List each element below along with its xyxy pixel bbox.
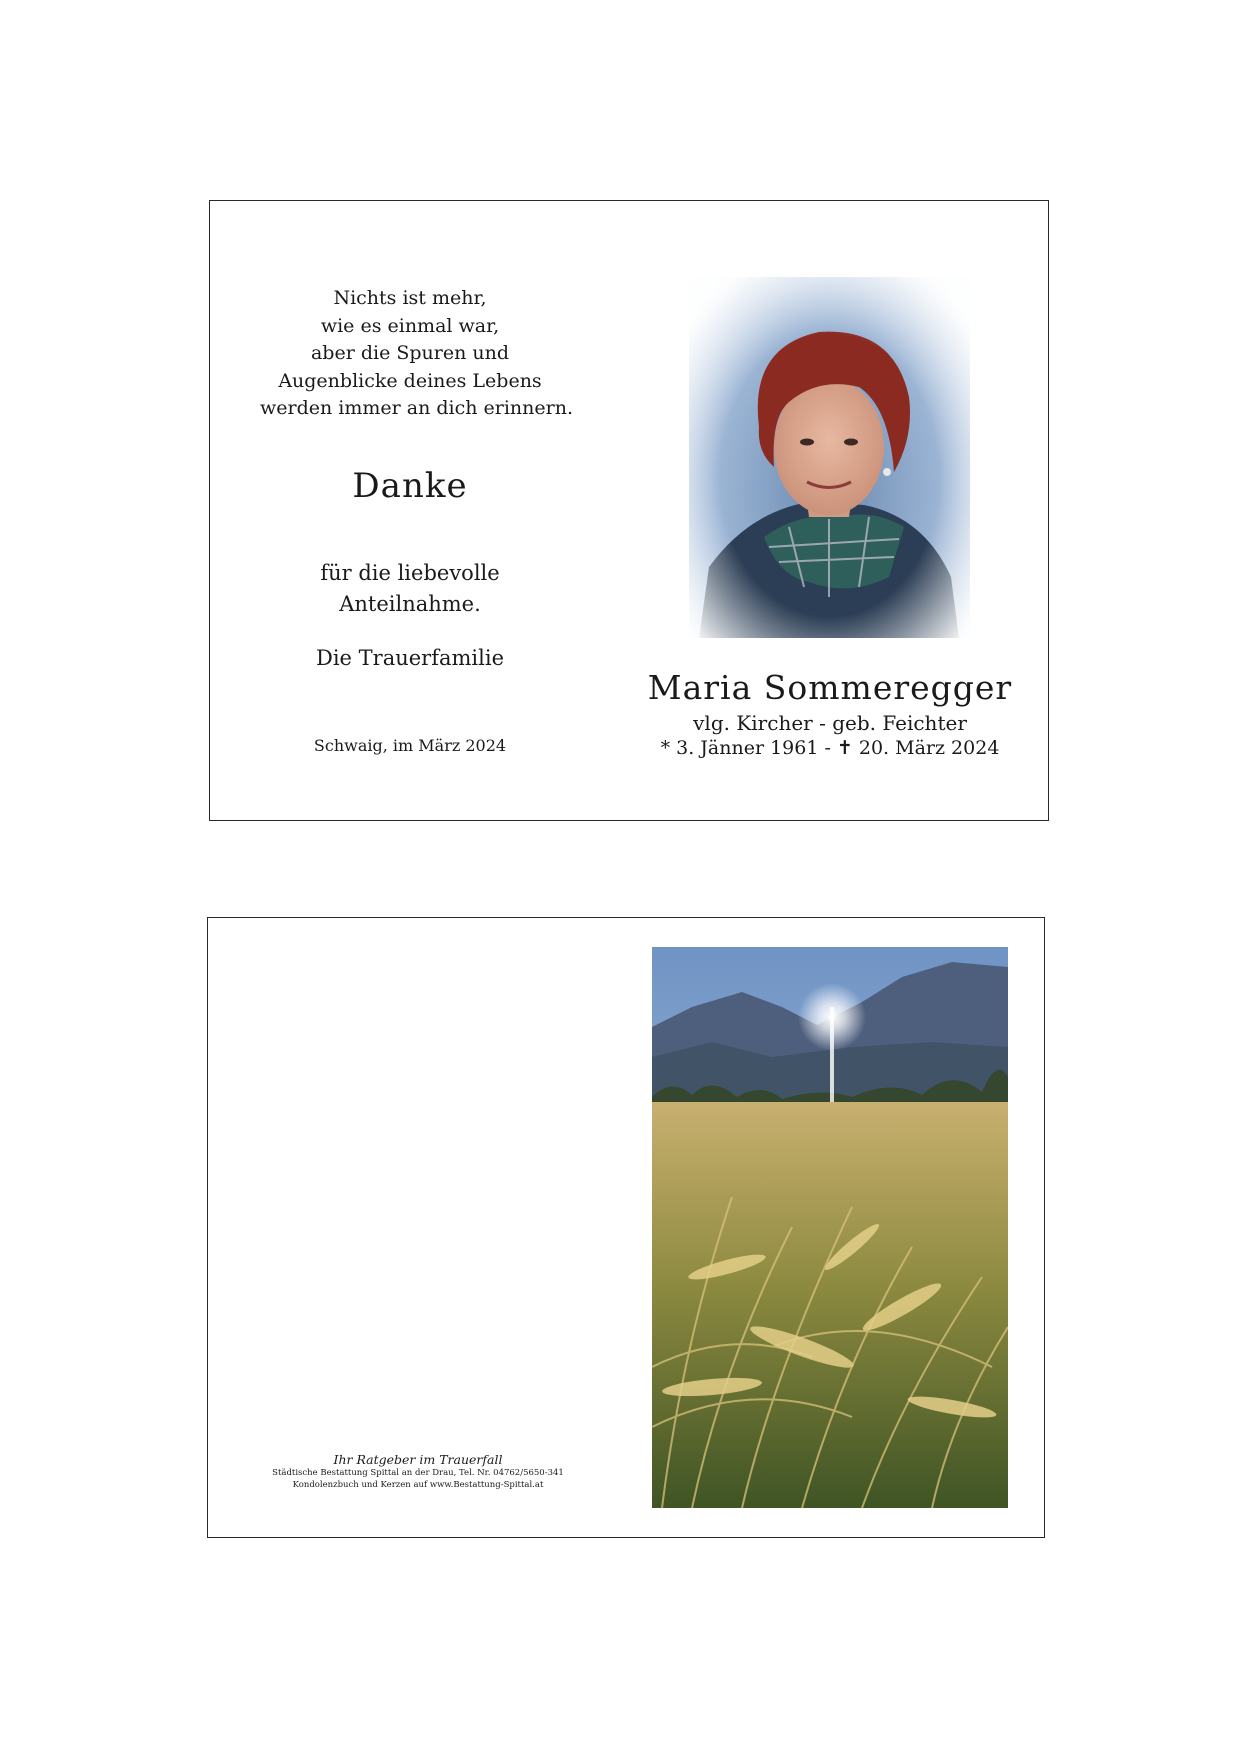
portrait-photo [689, 277, 970, 638]
verse-line: aber die Spuren und [310, 342, 510, 364]
verse-line: wie es einmal war, [320, 314, 500, 337]
wheat-field-photo [652, 947, 1008, 1508]
imprint-line: Städtische Bestattung Spittal an der Drau, Tel. Nr. 04762/5650-341 [272, 1468, 564, 1478]
verse-line: werden immer an dich erinnern. [260, 397, 573, 419]
verse-line: Nichts ist mehr, [333, 287, 487, 309]
imprint-line: Kondolenzbuch und Kerzen auf www.Bestattung-Spittal.at [292, 1480, 544, 1490]
family-signature: Die Trauerfamilie [316, 646, 504, 670]
funeral-home-imprint [258, 1452, 578, 1491]
card-back [207, 917, 1045, 1538]
thanks-heading: Danke [352, 466, 468, 506]
thanks-line: Anteilnahme. [339, 592, 481, 616]
card-front [209, 200, 1049, 821]
life-dates: * 3. Jänner 1961 - ✝ 20. März 2024 [660, 737, 1000, 759]
memorial-verse [260, 285, 573, 423]
place-date: Schwaig, im März 2024 [313, 736, 507, 755]
name-details: vlg. Kircher - geb. Feichter [693, 711, 967, 735]
verse-line: Augenblicke deines Lebens [278, 369, 542, 392]
thanks-text [260, 558, 560, 620]
deceased-name: Maria Sommeregger [647, 668, 1013, 707]
thanks-line: für die liebevolle [320, 561, 500, 585]
imprint-title: Ihr Ratgeber im Trauerfall [333, 1452, 503, 1467]
